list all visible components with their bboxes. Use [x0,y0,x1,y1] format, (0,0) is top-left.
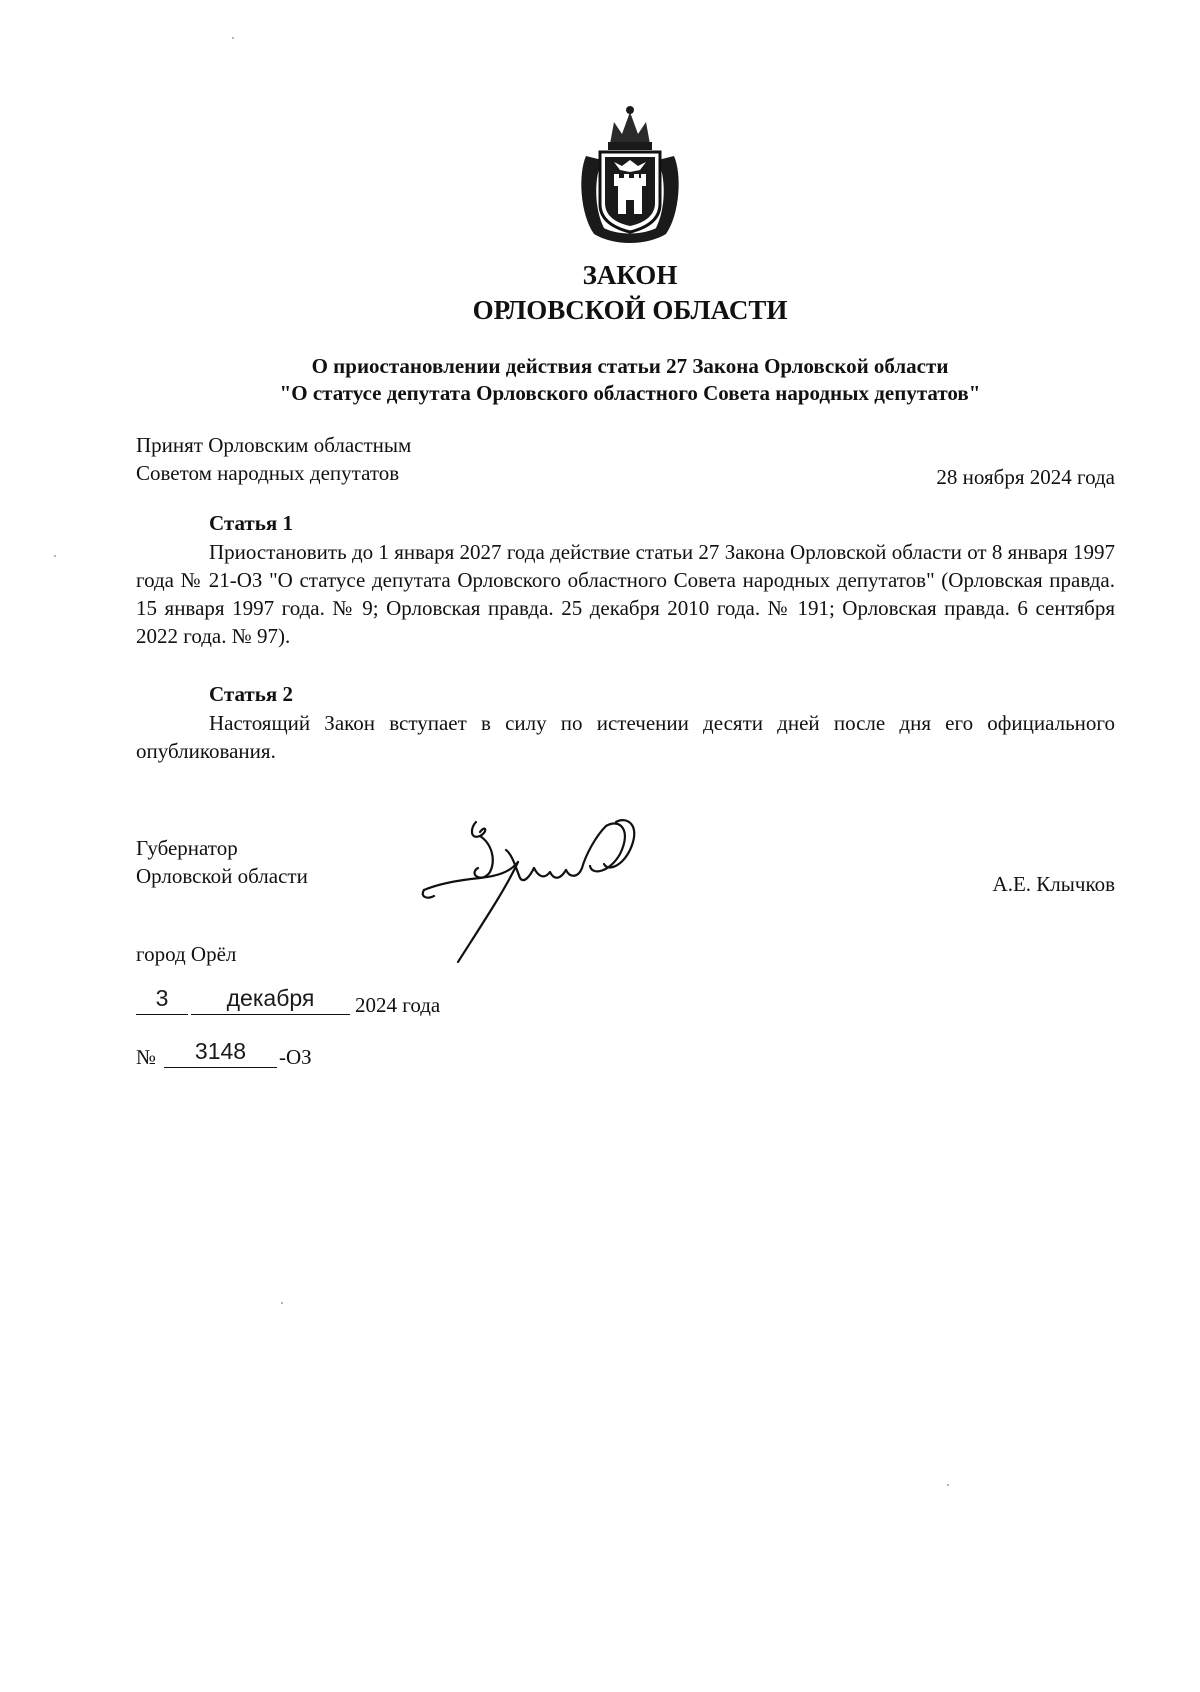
signatory-position-line2: Орловской области [136,864,308,888]
signing-day: 3 [155,985,169,1011]
law-number-value: 3148 [194,1038,247,1064]
scan-speck [281,1302,283,1304]
signatory-name: А.Е. Клычков [992,872,1115,896]
article-1-text: Приостановить до 1 января 2027 года действие статьи 27 Закона Орловской области от 8 января 1997 года № 21-ОЗ "О статусе депутата Орловского областного Совета народных депутатов" (Орловская правда. 15 января 1997 года. № 9; Орловская правда. 25 декабря 2010 года. № 191; Орловская правда. 6 сентября 2022 года. № 97). [136,540,1115,648]
law-number-prefix: № [136,1045,157,1069]
adoption-date: 28 ноября 2024 года [936,465,1115,489]
signatory-position-line1: Губернатор [136,836,238,860]
coat-of-arms-icon [574,104,686,244]
document-title-line1: ЗАКОН [582,260,678,290]
article-2-heading: Статья 2 [209,682,293,706]
law-subject-line2: "О статусе депутата Орловского областного Совета народных депутатов" [279,381,981,405]
signing-month-underline [191,1014,350,1015]
adopted-by-line2: Советом народных депутатов [136,461,400,485]
signing-month: декабря [226,985,315,1011]
law-number-suffix: -ОЗ [279,1045,312,1069]
law-number-underline [164,1067,277,1068]
adopted-by-line1: Принят Орловским областным [136,433,412,457]
document-title-line2: ОРЛОВСКОЙ ОБЛАСТИ [472,295,788,325]
article-1-heading: Статья 1 [209,511,293,535]
article-2-text: Настоящий Закон вступает в силу по истечении десяти дней после дня его официального опубликования. [136,711,1115,763]
signing-year: 2024 года [355,993,441,1017]
place-of-signing: город Орёл [136,942,237,966]
handwritten-signature [420,814,656,964]
scan-speck [54,555,56,557]
signing-day-underline [136,1014,188,1015]
scan-speck [947,1484,949,1486]
law-subject-line1: О приостановлении действия статьи 27 Закона Орловской области [311,354,949,378]
scan-speck [232,37,234,39]
